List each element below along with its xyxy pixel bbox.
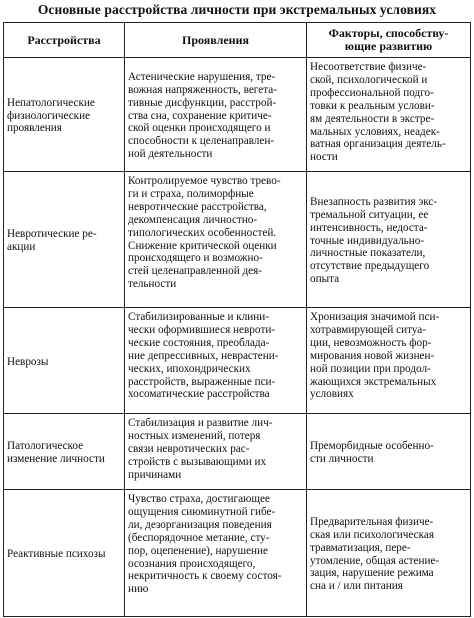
disorder-cell	[4, 58, 125, 172]
manifestations-cell	[125, 490, 307, 617]
cell-line: ли, дезорганизация поведения	[128, 518, 272, 531]
disorder-cell	[4, 308, 125, 414]
cell-line: происходящего и возможно-	[128, 252, 263, 265]
cell-line: Неврозы	[7, 355, 49, 368]
cell-line: хосоматические расстройства	[128, 388, 270, 401]
cell-line: расстройств, выраженные пси-	[128, 375, 276, 388]
cell-line: опыта	[310, 273, 340, 286]
cell-line: декомпенсация личностно-	[128, 213, 258, 226]
cell-line: Снижение критической оценки	[128, 239, 277, 252]
cell-line: Патологическое	[7, 440, 84, 453]
cell-line: вожная напряженность, вегета-	[128, 83, 277, 96]
cell-line: осознания происходящего,	[128, 557, 256, 570]
cell-line: Непатологические	[7, 96, 95, 109]
cell-line: точные индивидуально-	[310, 234, 425, 247]
table-row	[4, 58, 471, 172]
disorder-cell	[4, 490, 125, 617]
disorder-cell	[4, 172, 125, 308]
cell-line: ции, невозможность фор-	[310, 336, 432, 349]
cell-line: сна и / или питания	[310, 580, 403, 593]
cell-line: травматизация, пере-	[310, 541, 411, 554]
cell-line: ской, психологической и	[310, 73, 428, 86]
cell-line: физиологические	[7, 109, 91, 122]
cell-line: хотравмирующей ситуа-	[310, 323, 426, 336]
column-header-disorder: Расстройства	[4, 23, 125, 58]
table-row	[4, 490, 471, 617]
cell-line: мальных условиях, неадек-	[310, 125, 440, 138]
cell-line: Чувство страха, достигающее	[128, 493, 270, 505]
cell-line: ной деятельности	[128, 148, 213, 161]
cell-line: Хронизация значимой пси-	[310, 311, 440, 323]
cell-line: ной позиции при продол-	[310, 362, 431, 375]
disorders-table	[3, 22, 471, 617]
cell-line: ческих, ипохондрических	[128, 362, 251, 375]
cell-line: ям деятельности в экстре-	[310, 112, 435, 125]
cell-line: Невротические ре-	[7, 228, 97, 241]
cell-line: ги и страха, полиморфные	[128, 187, 254, 200]
cell-line: условиях	[310, 388, 354, 401]
cell-line: ской оценки происходящего и	[128, 122, 271, 135]
table-row	[4, 414, 471, 490]
cell-line: личностные показатели,	[310, 247, 426, 260]
factors-cell	[307, 414, 471, 490]
table-row	[4, 308, 471, 414]
cell-line: нию	[128, 583, 149, 596]
cell-line: Внезапность развития экс-	[310, 195, 438, 208]
cell-line: сти личности	[310, 453, 374, 465]
cell-line: типологических особенностей.	[128, 226, 277, 239]
cell-line: зация, нарушение режима	[310, 567, 434, 580]
cell-line: отсутствие предыдущего	[310, 260, 430, 273]
factors-cell	[307, 172, 471, 308]
cell-line: невротические расстройства,	[128, 200, 267, 213]
cell-line: стройств с вызывающими их	[128, 455, 267, 468]
factors-header-line-1: Факторы, способству-	[328, 26, 449, 40]
cell-line: (беспорядочное метание, сту-	[128, 531, 270, 544]
manifestations-cell	[125, 414, 307, 490]
cell-line: тивные дисфункции, расстрой-	[128, 96, 277, 109]
column-header-manifestations: Проявления	[125, 23, 307, 58]
cell-line: Несоответствие физиче-	[310, 61, 427, 73]
cell-line: тельности	[128, 278, 177, 291]
column-header-factors	[307, 23, 471, 58]
cell-line: утомление, общая астениe-	[310, 554, 440, 567]
cell-line: связи невротических рас-	[128, 442, 250, 455]
cell-line: ческие состояния, преоблада-	[128, 336, 270, 349]
cell-line: Стабилизированные и клини-	[128, 311, 269, 323]
cell-line: Преморбидные особенно-	[310, 440, 434, 453]
cell-line: мирования новой жизнен-	[310, 349, 435, 362]
cell-line: чески оформившиеся неврoти-	[128, 323, 276, 336]
cell-line: ностных изменений, потеря	[128, 429, 261, 442]
disorder-cell	[4, 414, 125, 490]
cell-line: Предварительная физиче-	[310, 515, 434, 528]
factors-cell	[307, 490, 471, 617]
header-row	[4, 23, 471, 58]
factors-cell	[307, 58, 471, 172]
cell-line: причинами	[128, 468, 182, 481]
cell-line: изменение личности	[7, 453, 105, 465]
cell-line: стей целенаправленной дея-	[128, 265, 263, 278]
cell-line: Астенические нарушения, тре-	[128, 70, 276, 83]
cell-line: Стабилизация и развитие лич-	[128, 417, 273, 429]
manifestations-cell	[125, 58, 307, 172]
cell-line: тремальной ситуации, ее	[310, 208, 429, 221]
manifestations-cell	[125, 308, 307, 414]
cell-line: проявления	[7, 122, 62, 135]
cell-line: пор, оцепенение), нарушение	[128, 544, 268, 557]
table-title: Основные расстройства личности при экстремальных условиях	[37, 2, 437, 17]
cell-line: ватная организация деятель-	[310, 138, 446, 151]
cell-line: акции	[7, 241, 36, 253]
cell-line: ние депрессивных, неврастени-	[128, 349, 279, 362]
cell-line: интенсивность, недоста-	[310, 221, 428, 234]
cell-line: способности к целенаправлен-	[128, 135, 275, 148]
manifestations-cell	[125, 172, 307, 308]
cell-line: Контролируемое чувство трево-	[128, 175, 281, 187]
cell-line: ства сна, сохранение критиче-	[128, 109, 272, 122]
cell-line: товки к реальным услови-	[310, 99, 435, 112]
cell-line: некритичность к своему состоя-	[128, 570, 282, 583]
factors-header-line-2: ющие развитию	[344, 39, 433, 53]
cell-line: Реактивные психозы	[7, 548, 106, 561]
factors-cell	[307, 308, 471, 414]
cell-line: ская или психологическая	[310, 528, 435, 541]
cell-line: ощущения сиюминутной гибе-	[128, 505, 276, 518]
cell-line: профессиональной подго-	[310, 86, 434, 99]
cell-line: ности	[310, 151, 338, 164]
table-row	[4, 172, 471, 308]
cell-line: жающихся экстремальных	[310, 375, 437, 388]
